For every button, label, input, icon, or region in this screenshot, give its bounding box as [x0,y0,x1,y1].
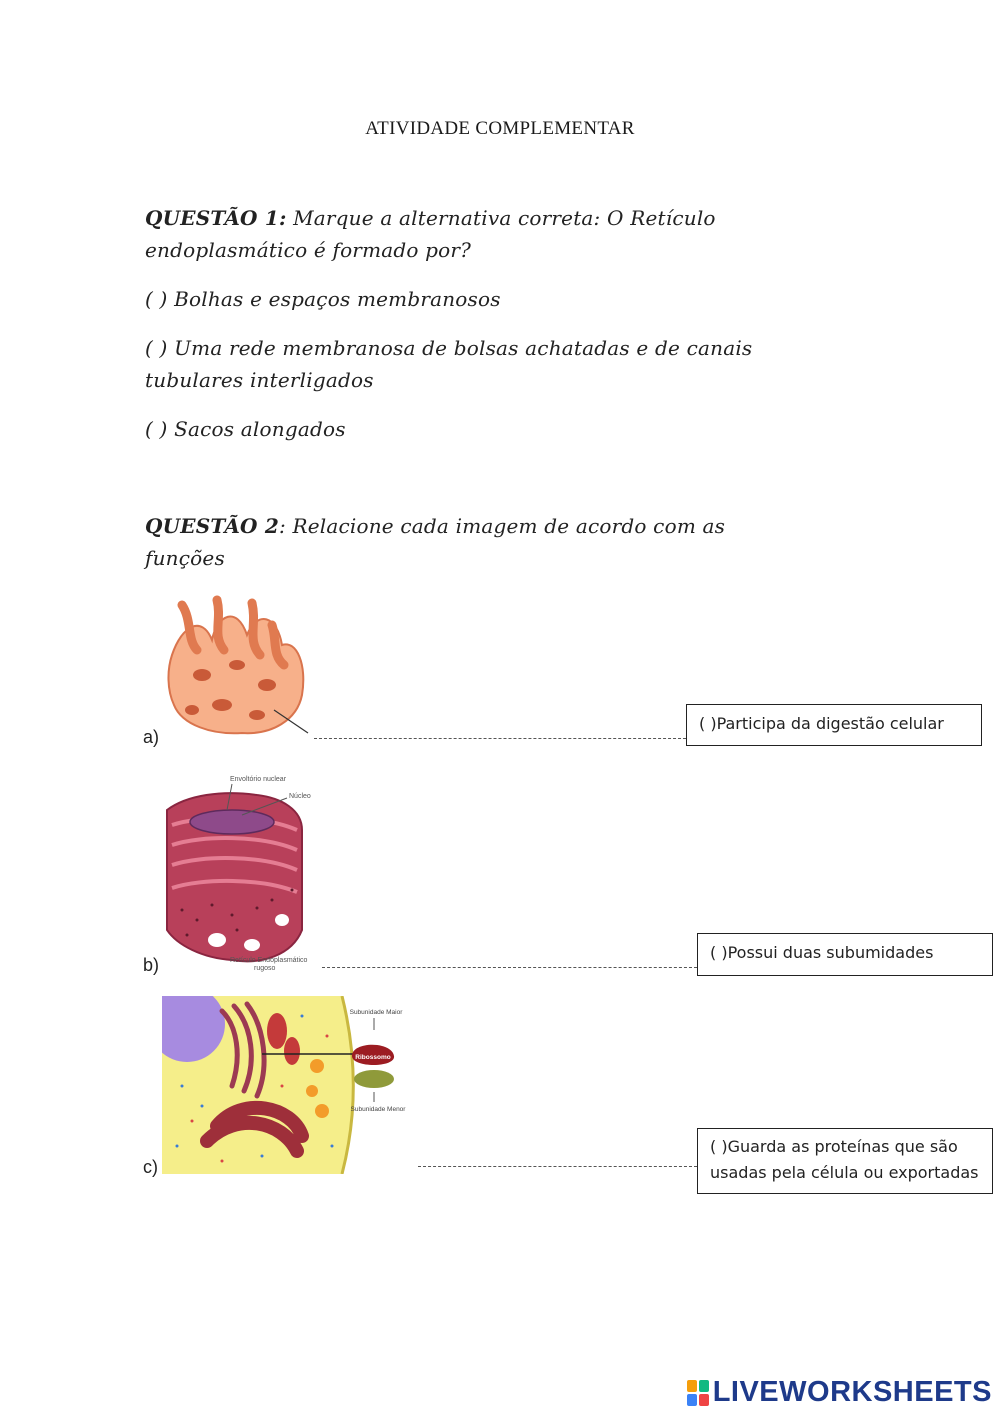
rough-er-image [162,770,312,975]
label-reticulum-2: rugoso [254,965,276,972]
label-major-subunit: Subunidade Maior [349,1009,403,1016]
question-2-label: QUESTÃO 2 [145,514,279,538]
q1-option-1[interactable]: ( ) Bolhas e espaços membranosos [145,287,501,311]
answer-box-3[interactable] [697,1128,993,1194]
question-1-text-2: endoplasmático é formado por? [145,238,472,262]
item-b-connector [322,967,697,968]
label-reticulum-1: Retículo Endoplasmático [230,957,308,964]
page-title: ATIVIDADE COMPLEMENTAR [365,118,635,139]
logo-text: LIVEWORKSHEETS [712,1376,992,1408]
question-1 [145,202,865,266]
q1-option-3[interactable]: ( ) Sacos alongados [145,417,346,441]
item-c-connector [418,1166,697,1167]
liveworksheets-logo[interactable] [687,1376,992,1409]
answer-box-1[interactable]: ( )Participa da digestão celular [686,704,982,746]
answer-box-3-line-2: usadas pela célula ou exportadas [710,1163,979,1182]
logo-icon [687,1380,709,1406]
q1-option-2[interactable] [145,332,865,396]
item-a-letter: a) [143,727,160,747]
question-2-text-1: : Relacione cada imagem de acordo com as [278,514,726,538]
label-nucleus: Núcleo [289,793,311,800]
question-1-text-1: Marque a alternativa correta: O Retículo [286,206,716,230]
answer-box-3-line-1: ( )Guarda as proteínas que são [710,1137,958,1156]
label-minor-subunit: Subunidade Menor [350,1106,406,1113]
item-b-letter: b) [143,955,160,975]
label-ribosome: Ribossomo [355,1054,391,1061]
q1-option-2-line-2: tubulares interligados [145,368,374,392]
smooth-er-image [162,595,310,740]
label-envelope: Envoltório nuclear [230,776,287,783]
item-a-connector [314,738,686,739]
question-2-text-2: funções [145,546,225,570]
question-2 [145,510,865,574]
q1-option-2-line-1: ( ) Uma rede membranosa de bolsas achatadas e de canais [145,336,753,360]
answer-box-2[interactable]: ( )Possui duas subumidades [697,933,993,976]
question-1-label: QUESTÃO 1: [145,206,287,230]
ribosome-image [162,996,412,1174]
item-c-letter: c) [143,1157,158,1177]
